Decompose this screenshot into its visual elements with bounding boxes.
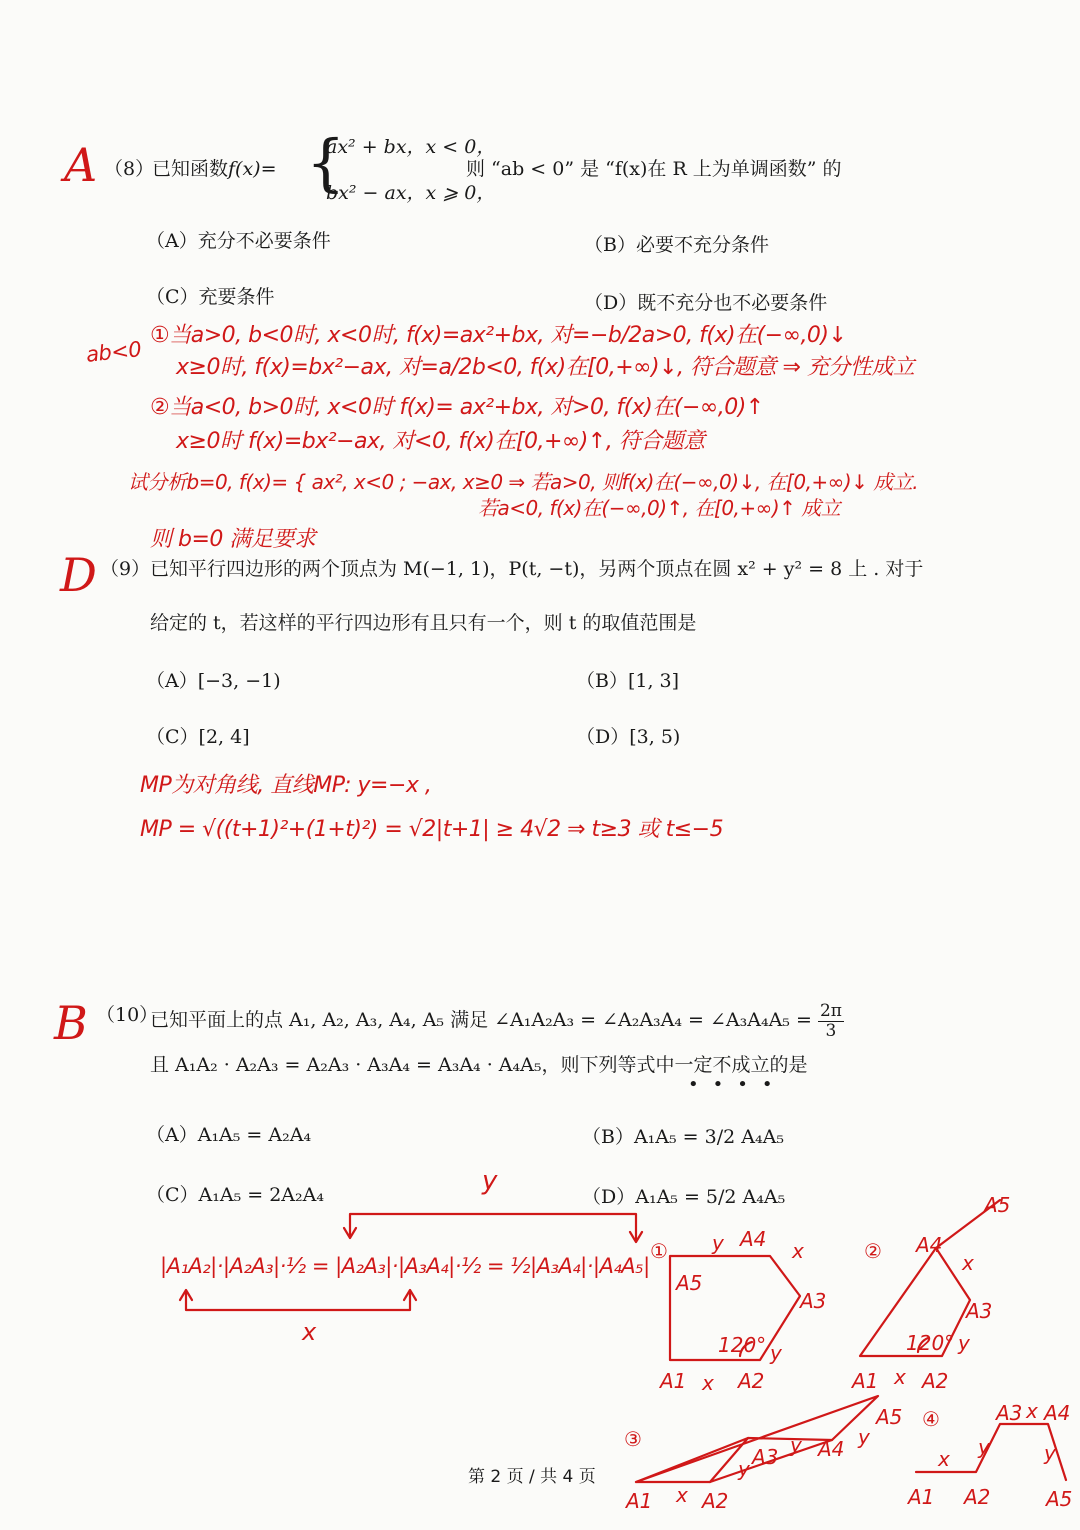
q9-work-line-2: MP = √((t+1)²+(1+t)²) = √2|t+1| ≥ 4√2 ⇒ t≥3 或 t≤−5 (140, 817, 724, 842)
diagram-1-number: ① (650, 1239, 668, 1263)
q8-brace: { (306, 126, 346, 199)
q10-angle-fraction: $\frac{2\pi}{3}$ (819, 1001, 842, 1041)
q10-option-a: （A）A₁A₅ = A₂A₄ (146, 1124, 312, 1146)
q8-work-line-6: 若a<0, f(x)在(−∞,0)↑, 在[0,+∞)↑ 成立 (478, 496, 841, 520)
diagram-3-a2: A2 (702, 1489, 729, 1513)
q8-work-line-1: ①当a>0, b<0时, x<0时, f(x)=ax²+bx, 对=−b/2a>0, f(x)在(−∞,0)↓ (150, 323, 847, 348)
diagram-4-a2: A2 (964, 1485, 991, 1509)
diagram-1-labels (650, 1227, 826, 1395)
q10-stem-line-1: 已知平面上的点 A₁, A₂, A₃, A₄, A₅ 满足 ∠A₁A₂A₃ = ∠A₂A₃A₄ = ∠A₃A₄A₅ = $\frac{2\pi}{3}$ (150, 1001, 842, 1041)
diagram-4-a1: A1 (908, 1485, 935, 1509)
q8-stem-start: 已知函数f(x)= (152, 158, 277, 180)
diagram-2-angle: 120° (906, 1331, 955, 1355)
q8-option-b: （B）必要不充分条件 (584, 234, 769, 256)
diagram-1-x-right: x (792, 1239, 804, 1263)
q10-stem-line-2: 且 A₁A₂ · A₂A₃ = A₂A₃ · A₃A₄ = A₃A₄ · A₄A₅，则下列等式中一定不成立的是 (150, 1054, 808, 1076)
q8-work-line-3: ②当a<0, b>0时, x<0时 f(x)= ax²+bx, 对>0, f(x)在(−∞,0)↑ (150, 395, 764, 420)
diagram-3-labels (624, 1405, 902, 1513)
diagram-1-a5: A5 (676, 1271, 703, 1295)
q10-number: （10） (96, 1004, 159, 1026)
q8-work-line-7: 则 b=0 满足要求 (150, 527, 316, 552)
diagram-1-y-top: y (712, 1231, 724, 1255)
diagram-1-x-bottom: x (702, 1371, 714, 1395)
diagram-2-labels (850, 1193, 1010, 1393)
diagram-3-y-right: y (858, 1425, 870, 1449)
diagram-4-a4: A4 (1044, 1401, 1071, 1425)
q9-number: （9） (100, 558, 151, 580)
diagram-2-x-bottom: x (894, 1365, 906, 1389)
diagram-3-a5: A5 (876, 1405, 903, 1429)
q9-option-b: （B）[1, 3] (576, 670, 680, 692)
diagram-1-a3: A3 (800, 1289, 827, 1313)
answer-mark-q8: A (64, 138, 98, 192)
diagram-4-y-right: y (1044, 1441, 1056, 1465)
q9-option-c: （C）[2, 4] (146, 726, 250, 748)
diagram-2-a1: A1 (852, 1369, 879, 1393)
q8-stem-end: 则 “ab < 0” 是 “f(x)在 R 上为单调函数” 的 (466, 158, 842, 180)
q9-work-line-1: MP为对角线, 直线MP: y=−x , (140, 773, 432, 798)
diagram-4-x-top: x (1026, 1399, 1038, 1423)
diagram-3-a1: A1 (626, 1489, 653, 1513)
answer-mark-q9: D (60, 548, 97, 602)
diagram-2-number: ② (864, 1239, 882, 1263)
q9-option-d: （D）[3, 5) (576, 726, 681, 748)
q8-number: （8） (104, 158, 155, 180)
q8-option-a: （A）充分不必要条件 (146, 230, 331, 252)
q8-option-d: （D）既不充分也不必要条件 (584, 292, 828, 314)
diagram-2-x-right: x (962, 1251, 974, 1275)
diagram-4-a5: A5 (1046, 1487, 1073, 1511)
q10-work-x-label: x (302, 1318, 316, 1346)
diagram-3-y-mid: y (790, 1433, 802, 1457)
diagram-4-x-bottom: x (938, 1447, 950, 1471)
q10-emphasis-dots: •••• (688, 1074, 787, 1095)
diagram-1-a1: A1 (660, 1369, 687, 1393)
page-footer: 第 2 页 / 共 4 页 (468, 1467, 596, 1487)
diagram-3-a4: A4 (818, 1437, 845, 1461)
y-bracket (350, 1214, 636, 1240)
q10-work-equation: |A₁A₂|·|A₂A₃|·½ = |A₂A₃|·|A₃A₄|·½ = ½|A₃A₄|·|A₄A₅| (160, 1254, 650, 1278)
q8-option-c: （C）充要条件 (146, 286, 275, 308)
diagram-2-a4: A4 (916, 1233, 943, 1257)
diagram-4-y-left: y (978, 1435, 990, 1459)
diagram-2-a5: A5 (984, 1193, 1011, 1217)
diagram-1-angle: 120° (718, 1333, 767, 1357)
diagram-3-number: ③ (624, 1427, 642, 1451)
q9-stem-line-2: 给定的 t，若这样的平行四边形有且只有一个，则 t 的取值范围是 (150, 612, 697, 634)
diagram-1-y-bottom: y (770, 1341, 782, 1365)
x-bracket (186, 1292, 410, 1310)
diagram-4-a3: A3 (996, 1401, 1023, 1425)
diagram-1-a4: A4 (740, 1227, 767, 1251)
q8-work-line-2: x≥0时, f(x)=bx²−ax, 对=a/2b<0, f(x)在[0,+∞)↓, 符合题意 ⇒ 充分性成立 (176, 355, 915, 380)
diagram-2-a3: A3 (966, 1299, 993, 1323)
q8-piece-1: ax² + bx，x < 0， (326, 136, 496, 158)
q8-piece-2: bx² − ax，x ⩾ 0， (326, 182, 496, 204)
answer-mark-q10: B (54, 996, 88, 1050)
q10-option-b: （B）A₁A₅ = 3/2 A₄A₅ (582, 1126, 784, 1148)
q9-option-a: （A）[−3, −1) (146, 670, 281, 692)
q10-option-d: （D）A₁A₅ = 5/2 A₄A₅ (582, 1186, 786, 1208)
diagram-3-y-left: y (738, 1457, 750, 1481)
diagram-4-labels (906, 1399, 1072, 1511)
diagram-2-y: y (958, 1331, 970, 1355)
diagram-2-a2: A2 (922, 1369, 949, 1393)
q8-work-line-4: x≥0时 f(x)=bx²−ax, 对<0, f(x)在[0,+∞)↑, 符合题意 (176, 429, 705, 454)
q8-work-margin: ab<0 (84, 337, 143, 367)
q10-work-y-label: y (482, 1166, 497, 1196)
diagram-4-number: ④ (922, 1407, 940, 1431)
q10-option-c: （C）A₁A₅ = 2A₂A₄ (146, 1184, 324, 1206)
diagram-3-x: x (676, 1483, 688, 1507)
q8-work-line-5: 试分析b=0, f(x)= { ax², x<0 ; −ax, x≥0 ⇒ 若a>0, 则f(x)在(−∞,0)↓, 在[0,+∞)↓ 成立. (128, 470, 919, 494)
q9-stem-line-1: 已知平行四边形的两个顶点为 M(−1, 1)，P(t, −t)，另两个顶点在圆 x² + y² = 8 上 . 对于 (150, 558, 924, 580)
diagram-1-a2: A2 (738, 1369, 765, 1393)
diagram-3-a3: A3 (752, 1445, 779, 1469)
